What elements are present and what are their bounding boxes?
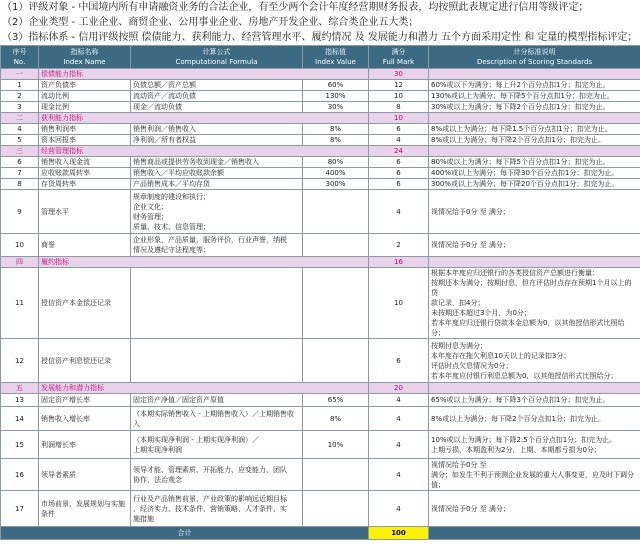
table-row <box>1 268 640 339</box>
row-full: 2 <box>369 234 429 257</box>
row-name: 商誉 <box>39 234 131 257</box>
row-full: 8 <box>369 102 429 113</box>
row-full: 6 <box>369 339 429 383</box>
table-row <box>1 157 640 168</box>
row-formula: 规章制度的建设和执行； 企业文化； 财务管理； 质量、技术、信息管理； <box>131 190 303 234</box>
section-full: 30 <box>369 69 429 80</box>
row-seq: 14 <box>1 407 39 431</box>
section-seq: 五 <box>1 383 39 394</box>
row-formula: 固定资产净值／固定资产原值 <box>131 394 303 407</box>
row-seq: 9 <box>1 190 39 234</box>
row-full: 4 <box>369 135 429 146</box>
table-row <box>1 431 640 459</box>
table-row <box>1 179 640 190</box>
row-seq: 2 <box>1 91 39 102</box>
row-value <box>303 459 369 491</box>
section-full: 10 <box>369 113 429 124</box>
table-row <box>1 339 640 383</box>
row-value <box>303 234 369 257</box>
row-desc: 视情况给予0分 至 满分； <box>429 234 640 257</box>
row-value: 130% <box>303 91 369 102</box>
row-formula: 行业及产品销售前景、产业政策的影响远近期目标 、经济实力、技术条件、营销策略、人才条件、实 施措施 <box>131 491 303 527</box>
row-formula: （本期实际销售收入 - 上期销售收入）／上期销售收入 <box>131 407 303 431</box>
row-desc: 30%或以上为满分；每下降2个百分点扣1分；扣完为止。 <box>429 102 640 113</box>
row-formula: 流动资产／流动负债 <box>131 91 303 102</box>
row-name: 领导者素质 <box>39 459 131 491</box>
row-name: 授信资产本金偿还记录 <box>39 268 131 339</box>
row-formula: 负债总额／资产总额 <box>131 80 303 91</box>
row-name: 管理水平 <box>39 190 131 234</box>
row-desc: 60%或以下为满分；每上升2个百分点扣1分；扣完为止。 <box>429 80 640 91</box>
row-value: 60% <box>303 80 369 91</box>
row-seq: 12 <box>1 339 39 383</box>
table-row <box>1 491 640 527</box>
table-row <box>1 80 640 91</box>
row-full: 4 <box>369 459 429 491</box>
section-seq: 四 <box>1 257 39 268</box>
note-line-3: （3）指标体系 - 信用评级按照 偿债能力、获利能力、经营管理水平、履约情况 及 发展能力和潜力 五个方面采用定性 和 定量的模型指标评定； <box>2 32 638 43</box>
table-row <box>1 91 640 102</box>
section-name: 偿债能力指标 <box>39 69 369 80</box>
section-full: 24 <box>369 146 429 157</box>
row-name: 固定资产增长率 <box>39 394 131 407</box>
notes-block <box>0 0 640 45</box>
header-desc: 计分标准说明 Description of Scoring Standards <box>429 46 640 69</box>
row-name: 市场前景、发展规划与实施 条件 <box>39 491 131 527</box>
row-full: 10 <box>369 91 429 102</box>
row-formula: （本期实现净利润 - 上期实现净利润）／ 上期实现净利润 <box>131 431 303 459</box>
row-full: 6 <box>369 157 429 168</box>
section-full: 20 <box>369 383 429 394</box>
row-formula <box>131 268 303 339</box>
section-name: 发展能力和潜力指标 <box>39 383 369 394</box>
row-seq: 1 <box>1 80 39 91</box>
row-seq: 13 <box>1 394 39 407</box>
header-value: 指标值 Index Value <box>303 46 369 69</box>
note-line-2: （2）企业类型 - 工业企业、商贸企业、公用事业企业、房地产开发企业、综合类企业五大类； <box>2 17 419 28</box>
row-desc: 65%或以上为满分；每下降3个百分点扣1分；扣完为止。 <box>429 394 640 407</box>
row-seq: 11 <box>1 268 39 339</box>
row-formula: 净利润／所有者权益 <box>131 135 303 146</box>
row-full: 6 <box>369 168 429 179</box>
row-formula: 销售收入／平均应收账款余额 <box>131 168 303 179</box>
row-name: 现金比例 <box>39 102 131 113</box>
row-seq: 3 <box>1 102 39 113</box>
row-name: 应收账款周转率 <box>39 168 131 179</box>
row-name: 销售利润率 <box>39 124 131 135</box>
section-name: 经营管理指标 <box>39 146 369 157</box>
row-value <box>303 491 369 527</box>
table-row <box>1 168 640 179</box>
total-full: 100 <box>369 527 429 540</box>
row-desc: 10%或以上为满分；每下降2.5个百分点扣1分；扣完为止。 上期亏损，本期盈利为2分，上期、本期都亏损为0分； <box>429 431 640 459</box>
row-value: 80% <box>303 157 369 168</box>
row-seq: 5 <box>1 135 39 146</box>
row-desc: 视情况给予0分 至 满分； <box>429 491 640 527</box>
table-row <box>1 102 640 113</box>
row-seq: 8 <box>1 179 39 190</box>
total-row <box>1 527 640 540</box>
row-formula: 销售商品或提供劳务收到现金／销售收入 <box>131 157 303 168</box>
scoring-table <box>0 45 640 540</box>
row-value: 400% <box>303 168 369 179</box>
row-value: 65% <box>303 394 369 407</box>
total-label: 合计 <box>1 527 369 540</box>
row-name: 资本回报率 <box>39 135 131 146</box>
section-name: 获利能力指标 <box>39 113 369 124</box>
section-row <box>1 146 640 157</box>
header-seq: 序号 No. <box>1 46 39 69</box>
row-desc: 视情况给予0分 至 满分； <box>429 190 640 234</box>
note-line-1: （1）评级对象 - 中国境内所有申请融资业务的合法企业，有至少两个会计年度经营期财务报表，均按照此表规定进行信用等级评定； <box>2 2 589 13</box>
section-row <box>1 69 640 80</box>
section-row <box>1 113 640 124</box>
row-value: 8% <box>303 407 369 431</box>
table-row <box>1 394 640 407</box>
section-full: 16 <box>369 257 429 268</box>
row-seq: 4 <box>1 124 39 135</box>
section-name: 履约指标 <box>39 257 369 268</box>
row-value: 8% <box>303 124 369 135</box>
table-row <box>1 234 640 257</box>
row-desc: 130%或以上为满分；每下降5个百分点扣1分；扣完为止。 <box>429 91 640 102</box>
row-name: 销售收入现金流 <box>39 157 131 168</box>
row-value: 300% <box>303 179 369 190</box>
row-full: 6 <box>369 124 429 135</box>
row-value <box>303 190 369 234</box>
row-seq: 16 <box>1 459 39 491</box>
table-row <box>1 407 640 431</box>
row-seq: 15 <box>1 431 39 459</box>
section-seq: 三 <box>1 146 39 157</box>
row-formula: 现金／流动负债 <box>131 102 303 113</box>
row-full: 4 <box>369 407 429 431</box>
header-name: 指标名称 Index Name <box>39 46 131 69</box>
header-formula: 计算公式 Computational Formula <box>131 46 303 69</box>
row-name: 销售收入增长率 <box>39 407 131 431</box>
row-desc: 根据本年度应归还银行的各类授信资产总额进行衡量： 按期还本为满分；按期付息，但在评估时点存在预期1个月以上的贷 款记录，扣4分； 未按期还本超过3个月，为0分； 若本年度应归还银行贷款本金总额为0，以其他授信形式比照给分； <box>429 268 640 339</box>
row-value <box>303 339 369 383</box>
row-desc: 8%或以上为满分；每下降2个百分点扣1分；扣完为止。 <box>429 407 640 431</box>
row-desc: 8%或以上为满分；每下降1.5个百分点扣1分；扣完为止。 <box>429 124 640 135</box>
table-header-row <box>1 46 640 69</box>
row-desc: 视情况给予0分 至 满分；如发生不利于预测企业发展的重大人事变更，应及时下调分值； <box>429 459 640 491</box>
row-full: 4 <box>369 431 429 459</box>
row-desc: 8%或以上为满分；每下降2个百分点扣1分；扣完为止。 <box>429 135 640 146</box>
row-full: 4 <box>369 491 429 527</box>
row-full: 10 <box>369 268 429 339</box>
row-seq: 17 <box>1 491 39 527</box>
table-row <box>1 190 640 234</box>
row-name: 资产负债率 <box>39 80 131 91</box>
table-row <box>1 135 640 146</box>
row-name: 授信资产利息偿还记录 <box>39 339 131 383</box>
row-full: 4 <box>369 394 429 407</box>
table-row <box>1 124 640 135</box>
header-full: 满分 Full Mark <box>369 46 429 69</box>
section-row <box>1 257 640 268</box>
row-formula: 销售利润／销售收入 <box>131 124 303 135</box>
row-formula: 产品销售成本／平均存货 <box>131 179 303 190</box>
row-desc: 80%或以上为满分；每下降5个百分点扣1分；扣完为止。 <box>429 157 640 168</box>
row-formula: 企业形象，产品质量，服务评价，行业声誉，纳税 情况及遵纪守法程度等； <box>131 234 303 257</box>
row-name: 存货周转率 <box>39 179 131 190</box>
row-seq: 6 <box>1 157 39 168</box>
row-value: 8% <box>303 135 369 146</box>
row-desc: 300%或以上为满分；每下降20个百分点扣1分；扣完为止。 <box>429 179 640 190</box>
row-desc: 400%或以上为满分；每下降30个百分点扣1分；扣完为止。 <box>429 168 640 179</box>
section-seq: 一 <box>1 69 39 80</box>
row-formula <box>131 339 303 383</box>
section-seq: 二 <box>1 113 39 124</box>
row-full: 4 <box>369 190 429 234</box>
row-value: 10% <box>303 431 369 459</box>
table-row <box>1 459 640 491</box>
row-formula: 领导才能、管理素质、开拓能力、应变能力、团队 协作、法治观念 <box>131 459 303 491</box>
row-value <box>303 268 369 339</box>
row-seq: 7 <box>1 168 39 179</box>
row-full: 12 <box>369 80 429 91</box>
row-value: 30% <box>303 102 369 113</box>
section-row <box>1 383 640 394</box>
row-name: 流动比例 <box>39 91 131 102</box>
row-desc: 按期付息为满分； 本年度存在拖欠利息10天以上的记录扣3分； 评估时点欠息情况为0分； 若本年度应付银行利息总额为0，以其他授信形式比照给分； <box>429 339 640 383</box>
row-seq: 10 <box>1 234 39 257</box>
row-name: 利润增长率 <box>39 431 131 459</box>
row-full: 6 <box>369 179 429 190</box>
